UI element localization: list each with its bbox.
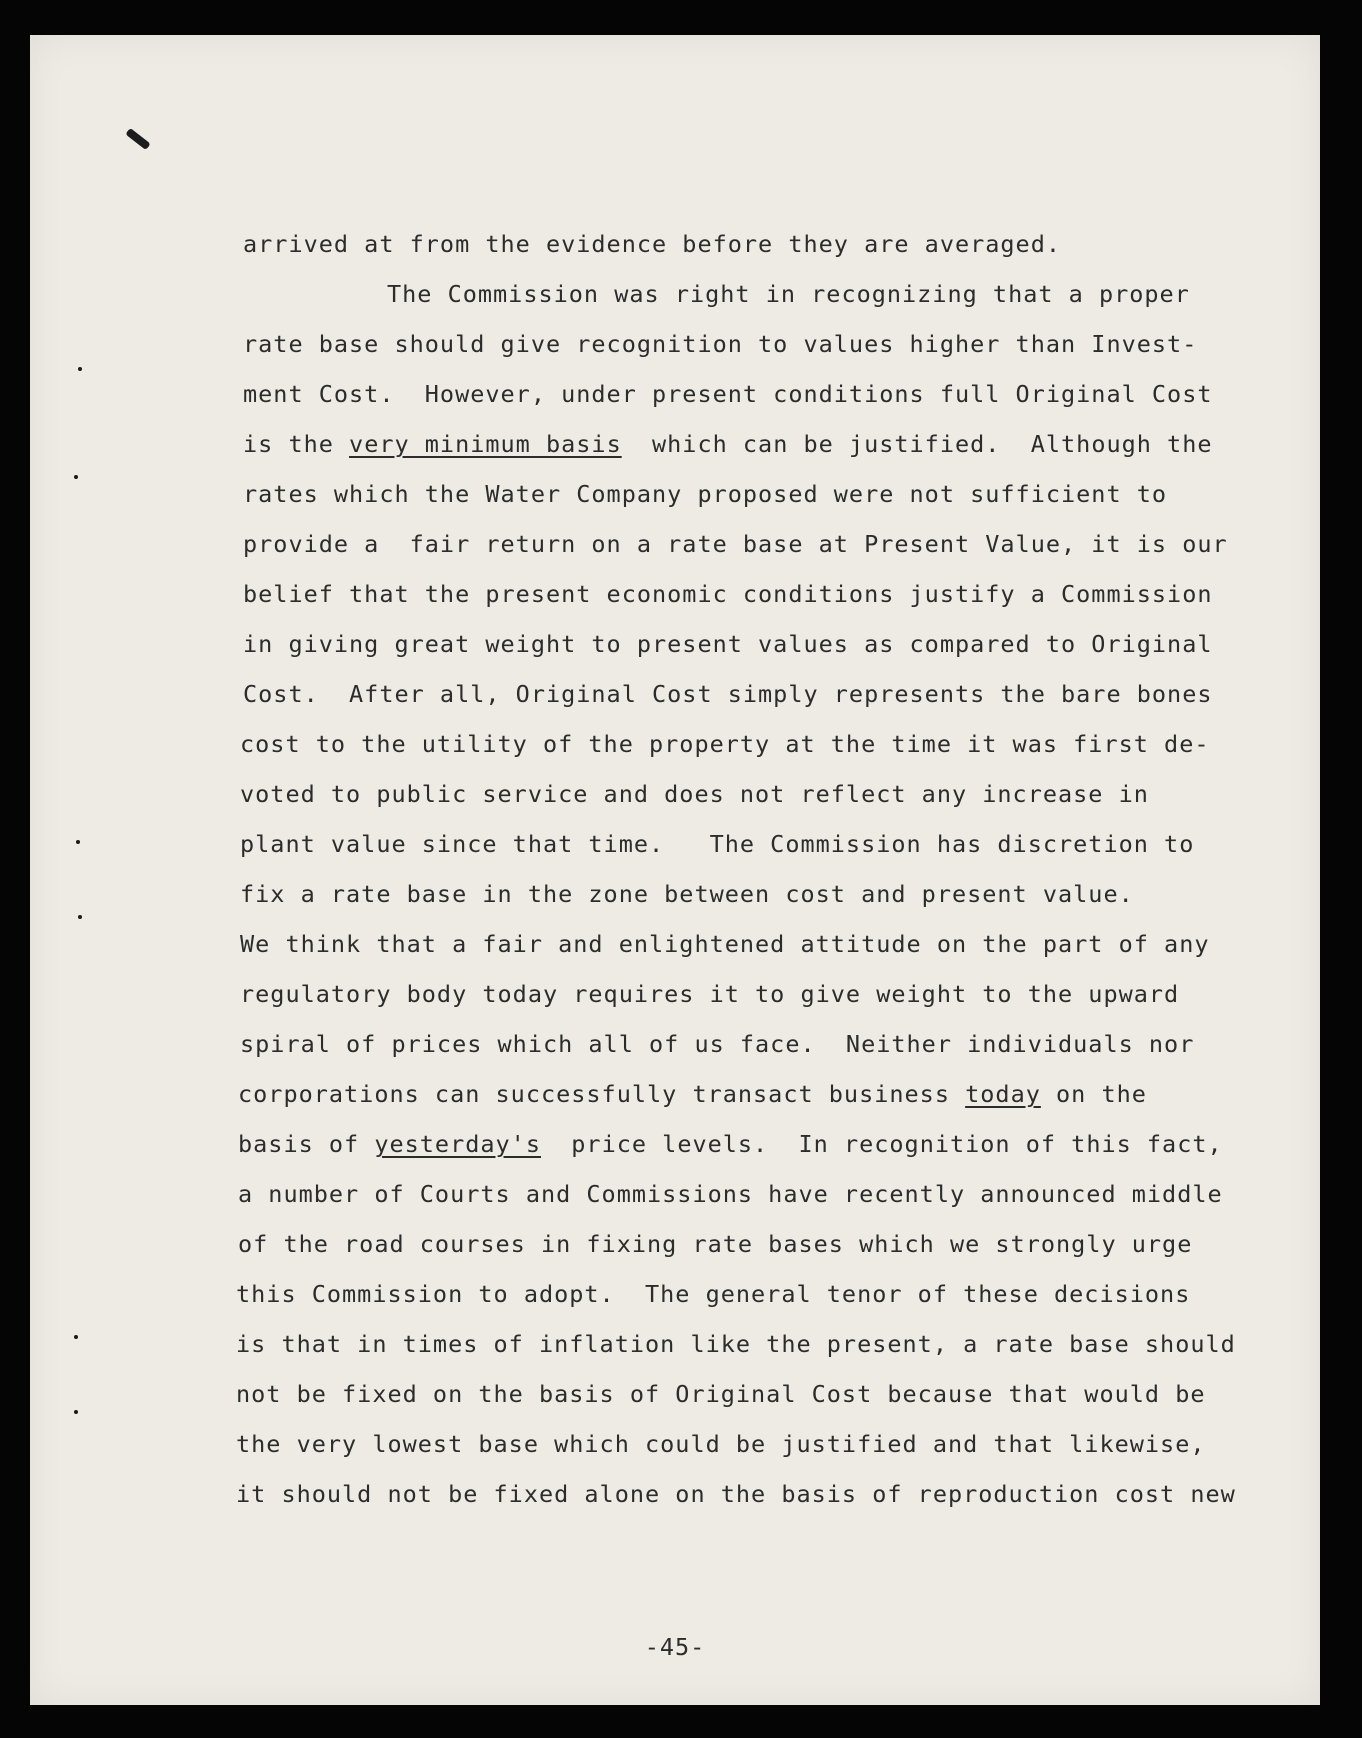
underlined-emphasis: yesterday's — [374, 1130, 541, 1158]
text-segment: on the — [1040, 1080, 1147, 1108]
text-line — [243, 480, 1167, 508]
text-line — [240, 980, 1179, 1008]
pen-mark — [125, 128, 150, 150]
text-line — [236, 1430, 1205, 1458]
text-segment: this Commission to adopt. The general tenor of these decisions — [236, 1280, 1191, 1308]
text-segment: regulatory body today requires it to give weight to the upward — [240, 980, 1180, 1008]
text-line — [236, 1480, 1236, 1508]
text-line — [243, 630, 1212, 658]
text-segment: We think that a fair and enlightened attitude on the part of any — [240, 930, 1210, 958]
text-line — [243, 230, 1061, 258]
margin-dot — [74, 475, 78, 479]
text-segment: arrived at from the evidence before they are averaged. — [243, 230, 1062, 258]
text-segment: fix a rate base in the zone between cost and present value. — [240, 880, 1134, 908]
text-segment: provide a fair return on a rate base at Present Value, it is our — [243, 530, 1228, 558]
text-line — [243, 380, 1212, 408]
text-line — [238, 1080, 1147, 1108]
text-segment: it should not be fixed alone on the basis of reproduction cost new — [236, 1480, 1236, 1508]
text-line — [236, 1280, 1190, 1308]
text-segment: which can be justified. Although the — [621, 430, 1213, 458]
text-segment: not be fixed on the basis of Original Cost because that would be — [236, 1380, 1206, 1408]
document-page — [30, 35, 1320, 1705]
text-segment: in giving great weight to present values as compared to Original — [243, 630, 1213, 658]
margin-dot — [74, 1410, 78, 1414]
text-segment: Cost. After all, Original Cost simply represents the bare bones — [243, 680, 1213, 708]
text-segment: cost to the utility of the property at the time it was first de- — [240, 730, 1210, 758]
text-segment: ment Cost. However, under present conditions full Original Cost — [243, 380, 1213, 408]
margin-dot — [78, 915, 82, 919]
text-line — [238, 1180, 1223, 1208]
text-line — [236, 1380, 1205, 1408]
text-segment: The Commission was right in recognizing that a proper — [387, 280, 1190, 308]
text-line — [243, 680, 1212, 708]
text-line — [243, 580, 1212, 608]
text-segment: price levels. In recognition of this fact, — [540, 1130, 1223, 1158]
text-segment: basis of — [238, 1130, 375, 1158]
text-line — [240, 730, 1209, 758]
text-line — [238, 1230, 1192, 1258]
text-line — [240, 780, 1149, 808]
margin-dot — [78, 367, 82, 371]
text-segment: belief that the present economic conditions justify a Commission — [243, 580, 1213, 608]
underlined-emphasis: today — [965, 1080, 1041, 1108]
underlined-emphasis: very minimum basis — [349, 430, 622, 458]
margin-dot — [76, 840, 80, 844]
text-line — [243, 330, 1197, 358]
text-segment: rate base should give recognition to values higher than Invest- — [243, 330, 1198, 358]
text-line — [243, 530, 1228, 558]
text-segment: the very lowest base which could be justified and that likewise, — [236, 1430, 1206, 1458]
text-line — [243, 430, 1213, 458]
text-line — [240, 930, 1209, 958]
text-line — [238, 1130, 1223, 1158]
text-segment: rates which the Water Company proposed were not sufficient to — [243, 480, 1168, 508]
text-segment: voted to public service and does not reflect any increase in — [240, 780, 1149, 808]
text-line — [240, 880, 1134, 908]
page-number: -45- — [644, 1633, 706, 1661]
text-line — [387, 280, 1190, 308]
text-segment: is that in times of inflation like the present, a rate base should — [236, 1330, 1236, 1358]
text-line — [236, 1330, 1236, 1358]
text-line — [240, 1030, 1194, 1058]
text-segment: a number of Courts and Commissions have recently announced middle — [238, 1180, 1223, 1208]
text-segment: spiral of prices which all of us face. Neither individuals nor — [240, 1030, 1195, 1058]
text-segment: corporations can successfully transact business — [238, 1080, 966, 1108]
text-segment: plant value since that time. The Commission has discretion to — [240, 830, 1195, 858]
margin-dot — [74, 1335, 78, 1339]
text-segment: is the — [243, 430, 350, 458]
text-line — [240, 830, 1194, 858]
text-segment: of the road courses in fixing rate bases which we strongly urge — [238, 1230, 1193, 1258]
